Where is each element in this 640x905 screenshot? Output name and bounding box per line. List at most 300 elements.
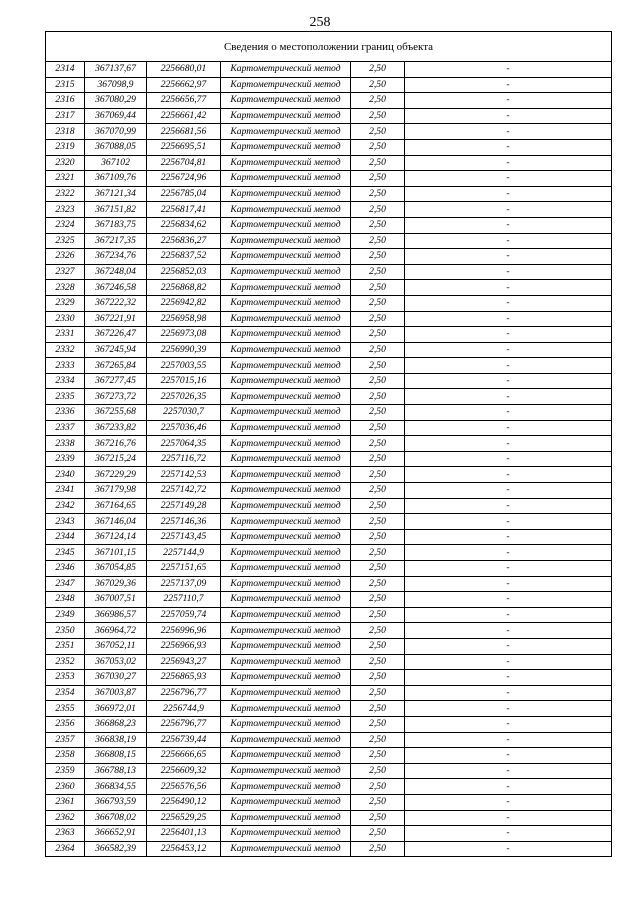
accuracy-cell: 2,50	[351, 358, 405, 374]
point-number-cell: 2330	[46, 311, 85, 327]
y-coordinate-cell: 2256680,01	[147, 62, 221, 78]
y-coordinate-cell: 2256996,96	[147, 623, 221, 639]
point-number-cell: 2355	[46, 701, 85, 717]
table-row	[46, 654, 612, 670]
point-number-cell: 2314	[46, 62, 85, 78]
table-row	[46, 498, 612, 514]
x-coordinate-cell: 366964,72	[85, 623, 147, 639]
point-number-cell: 2364	[46, 841, 85, 857]
description-cell: -	[405, 592, 612, 608]
description-cell: -	[405, 62, 612, 78]
y-coordinate-cell: 2256785,04	[147, 186, 221, 202]
point-number-cell: 2329	[46, 295, 85, 311]
description-cell: -	[405, 514, 612, 530]
method-cell: Картометрический метод	[221, 826, 351, 842]
description-cell: -	[405, 217, 612, 233]
description-cell: -	[405, 155, 612, 171]
method-cell: Картометрический метод	[221, 592, 351, 608]
y-coordinate-cell: 2256744,9	[147, 701, 221, 717]
table-row	[46, 295, 612, 311]
table-row	[46, 342, 612, 358]
x-coordinate-cell: 367101,15	[85, 545, 147, 561]
accuracy-cell: 2,50	[351, 716, 405, 732]
method-cell: Картометрический метод	[221, 514, 351, 530]
accuracy-cell: 2,50	[351, 561, 405, 577]
y-coordinate-cell: 2257142,53	[147, 467, 221, 483]
point-number-cell: 2352	[46, 654, 85, 670]
y-coordinate-cell: 2257142,72	[147, 483, 221, 499]
accuracy-cell: 2,50	[351, 155, 405, 171]
accuracy-cell: 2,50	[351, 514, 405, 530]
method-cell: Картометрический метод	[221, 420, 351, 436]
x-coordinate-cell: 367030,27	[85, 670, 147, 686]
y-coordinate-cell: 2256817,41	[147, 202, 221, 218]
x-coordinate-cell: 367215,24	[85, 451, 147, 467]
point-number-cell: 2326	[46, 249, 85, 265]
accuracy-cell: 2,50	[351, 638, 405, 654]
x-coordinate-cell: 367164,65	[85, 498, 147, 514]
accuracy-cell: 2,50	[351, 451, 405, 467]
description-cell: -	[405, 405, 612, 421]
point-number-cell: 2343	[46, 514, 85, 530]
accuracy-cell: 2,50	[351, 576, 405, 592]
x-coordinate-cell: 367248,04	[85, 264, 147, 280]
y-coordinate-cell: 2256966,93	[147, 638, 221, 654]
description-cell: -	[405, 701, 612, 717]
description-cell: -	[405, 264, 612, 280]
method-cell: Картометрический метод	[221, 451, 351, 467]
point-number-cell: 2341	[46, 483, 85, 499]
y-coordinate-cell: 2257151,65	[147, 561, 221, 577]
accuracy-cell: 2,50	[351, 779, 405, 795]
accuracy-cell: 2,50	[351, 233, 405, 249]
description-cell: -	[405, 779, 612, 795]
x-coordinate-cell: 367053,02	[85, 654, 147, 670]
accuracy-cell: 2,50	[351, 280, 405, 296]
y-coordinate-cell: 2257030,7	[147, 405, 221, 421]
x-coordinate-cell: 367102	[85, 155, 147, 171]
table-row	[46, 217, 612, 233]
description-cell: -	[405, 826, 612, 842]
y-coordinate-cell: 2256852,03	[147, 264, 221, 280]
y-coordinate-cell: 2256990,39	[147, 342, 221, 358]
boundary-table-container	[45, 31, 611, 857]
method-cell: Картометрический метод	[221, 62, 351, 78]
description-cell: -	[405, 763, 612, 779]
point-number-cell: 2346	[46, 561, 85, 577]
x-coordinate-cell: 367183,75	[85, 217, 147, 233]
description-cell: -	[405, 373, 612, 389]
description-cell: -	[405, 280, 612, 296]
accuracy-cell: 2,50	[351, 295, 405, 311]
accuracy-cell: 2,50	[351, 202, 405, 218]
description-cell: -	[405, 249, 612, 265]
y-coordinate-cell: 2256958,98	[147, 311, 221, 327]
point-number-cell: 2315	[46, 77, 85, 93]
point-number-cell: 2351	[46, 638, 85, 654]
method-cell: Картометрический метод	[221, 202, 351, 218]
method-cell: Картометрический метод	[221, 264, 351, 280]
x-coordinate-cell: 367098,9	[85, 77, 147, 93]
y-coordinate-cell: 2256796,77	[147, 685, 221, 701]
y-coordinate-cell: 2256724,96	[147, 171, 221, 187]
method-cell: Картометрический метод	[221, 529, 351, 545]
point-number-cell: 2336	[46, 405, 85, 421]
method-cell: Картометрический метод	[221, 342, 351, 358]
description-cell: -	[405, 654, 612, 670]
x-coordinate-cell: 367179,98	[85, 483, 147, 499]
x-coordinate-cell: 367137,67	[85, 62, 147, 78]
method-cell: Картометрический метод	[221, 779, 351, 795]
x-coordinate-cell: 366972,01	[85, 701, 147, 717]
y-coordinate-cell: 2256836,27	[147, 233, 221, 249]
description-cell: -	[405, 794, 612, 810]
x-coordinate-cell: 367070,99	[85, 124, 147, 140]
description-cell: -	[405, 841, 612, 857]
description-cell: -	[405, 202, 612, 218]
description-cell: -	[405, 420, 612, 436]
x-coordinate-cell: 367277,45	[85, 373, 147, 389]
accuracy-cell: 2,50	[351, 748, 405, 764]
table-row	[46, 451, 612, 467]
table-row	[46, 327, 612, 343]
accuracy-cell: 2,50	[351, 108, 405, 124]
table-row	[46, 592, 612, 608]
x-coordinate-cell: 367124,14	[85, 529, 147, 545]
method-cell: Картометрический метод	[221, 139, 351, 155]
x-coordinate-cell: 367221,91	[85, 311, 147, 327]
description-cell: -	[405, 93, 612, 109]
accuracy-cell: 2,50	[351, 685, 405, 701]
y-coordinate-cell: 2256656,77	[147, 93, 221, 109]
table-row	[46, 171, 612, 187]
description-cell: -	[405, 623, 612, 639]
table-title-row	[46, 32, 612, 62]
y-coordinate-cell: 2256695,51	[147, 139, 221, 155]
description-cell: -	[405, 467, 612, 483]
x-coordinate-cell: 367109,76	[85, 171, 147, 187]
method-cell: Картометрический метод	[221, 327, 351, 343]
method-cell: Картометрический метод	[221, 171, 351, 187]
table-row	[46, 732, 612, 748]
x-coordinate-cell: 367216,76	[85, 436, 147, 452]
accuracy-cell: 2,50	[351, 529, 405, 545]
table-row	[46, 77, 612, 93]
table-body	[46, 62, 612, 857]
point-number-cell: 2357	[46, 732, 85, 748]
accuracy-cell: 2,50	[351, 139, 405, 155]
table-row	[46, 264, 612, 280]
y-coordinate-cell: 2256704,81	[147, 155, 221, 171]
x-coordinate-cell: 367217,35	[85, 233, 147, 249]
x-coordinate-cell: 367146,04	[85, 514, 147, 530]
method-cell: Картометрический метод	[221, 295, 351, 311]
method-cell: Картометрический метод	[221, 654, 351, 670]
x-coordinate-cell: 367054,85	[85, 561, 147, 577]
method-cell: Картометрический метод	[221, 545, 351, 561]
table-row	[46, 794, 612, 810]
method-cell: Картометрический метод	[221, 810, 351, 826]
y-coordinate-cell: 2256681,56	[147, 124, 221, 140]
y-coordinate-cell: 2257110,7	[147, 592, 221, 608]
method-cell: Картометрический метод	[221, 373, 351, 389]
method-cell: Картометрический метод	[221, 716, 351, 732]
x-coordinate-cell: 366793,59	[85, 794, 147, 810]
x-coordinate-cell: 366838,19	[85, 732, 147, 748]
accuracy-cell: 2,50	[351, 654, 405, 670]
y-coordinate-cell: 2256661,42	[147, 108, 221, 124]
method-cell: Картометрический метод	[221, 249, 351, 265]
point-number-cell: 2353	[46, 670, 85, 686]
description-cell: -	[405, 561, 612, 577]
accuracy-cell: 2,50	[351, 93, 405, 109]
accuracy-cell: 2,50	[351, 841, 405, 857]
table-row	[46, 514, 612, 530]
method-cell: Картометрический метод	[221, 467, 351, 483]
y-coordinate-cell: 2257064,35	[147, 436, 221, 452]
table-title: Сведения о местоположении границ объекта	[46, 32, 612, 62]
y-coordinate-cell: 2256796,77	[147, 716, 221, 732]
description-cell: -	[405, 685, 612, 701]
y-coordinate-cell: 2257003,55	[147, 358, 221, 374]
accuracy-cell: 2,50	[351, 592, 405, 608]
table-row	[46, 233, 612, 249]
point-number-cell: 2319	[46, 139, 85, 155]
table-row	[46, 748, 612, 764]
point-number-cell: 2345	[46, 545, 85, 561]
point-number-cell: 2328	[46, 280, 85, 296]
table-row	[46, 467, 612, 483]
accuracy-cell: 2,50	[351, 826, 405, 842]
accuracy-cell: 2,50	[351, 311, 405, 327]
y-coordinate-cell: 2257036,46	[147, 420, 221, 436]
x-coordinate-cell: 367255,68	[85, 405, 147, 421]
y-coordinate-cell: 2256865,93	[147, 670, 221, 686]
y-coordinate-cell: 2256868,82	[147, 280, 221, 296]
y-coordinate-cell: 2256609,32	[147, 763, 221, 779]
x-coordinate-cell: 366708,02	[85, 810, 147, 826]
x-coordinate-cell: 367007,51	[85, 592, 147, 608]
accuracy-cell: 2,50	[351, 327, 405, 343]
table-row	[46, 576, 612, 592]
point-number-cell: 2360	[46, 779, 85, 795]
method-cell: Картометрический метод	[221, 358, 351, 374]
x-coordinate-cell: 366834,55	[85, 779, 147, 795]
accuracy-cell: 2,50	[351, 467, 405, 483]
point-number-cell: 2318	[46, 124, 85, 140]
method-cell: Картометрический метод	[221, 670, 351, 686]
point-number-cell: 2327	[46, 264, 85, 280]
method-cell: Картометрический метод	[221, 732, 351, 748]
point-number-cell: 2337	[46, 420, 85, 436]
x-coordinate-cell: 367069,44	[85, 108, 147, 124]
y-coordinate-cell: 2256943,27	[147, 654, 221, 670]
x-coordinate-cell: 367233,82	[85, 420, 147, 436]
y-coordinate-cell: 2256576,56	[147, 779, 221, 795]
y-coordinate-cell: 2257116,72	[147, 451, 221, 467]
table-row	[46, 529, 612, 545]
accuracy-cell: 2,50	[351, 171, 405, 187]
point-number-cell: 2333	[46, 358, 85, 374]
table-row	[46, 810, 612, 826]
table-row	[46, 139, 612, 155]
table-row	[46, 701, 612, 717]
accuracy-cell: 2,50	[351, 498, 405, 514]
accuracy-cell: 2,50	[351, 607, 405, 623]
description-cell: -	[405, 545, 612, 561]
point-number-cell: 2334	[46, 373, 85, 389]
x-coordinate-cell: 367088,05	[85, 139, 147, 155]
x-coordinate-cell: 367273,72	[85, 389, 147, 405]
method-cell: Картометрический метод	[221, 77, 351, 93]
table-row	[46, 373, 612, 389]
table-row	[46, 186, 612, 202]
description-cell: -	[405, 483, 612, 499]
description-cell: -	[405, 171, 612, 187]
y-coordinate-cell: 2256739,44	[147, 732, 221, 748]
x-coordinate-cell: 367151,82	[85, 202, 147, 218]
method-cell: Картометрический метод	[221, 233, 351, 249]
description-cell: -	[405, 576, 612, 592]
table-row	[46, 545, 612, 561]
y-coordinate-cell: 2257149,28	[147, 498, 221, 514]
method-cell: Картометрический метод	[221, 701, 351, 717]
description-cell: -	[405, 451, 612, 467]
accuracy-cell: 2,50	[351, 405, 405, 421]
table-row	[46, 779, 612, 795]
method-cell: Картометрический метод	[221, 311, 351, 327]
description-cell: -	[405, 498, 612, 514]
point-number-cell: 2347	[46, 576, 85, 592]
description-cell: -	[405, 436, 612, 452]
accuracy-cell: 2,50	[351, 264, 405, 280]
accuracy-cell: 2,50	[351, 124, 405, 140]
y-coordinate-cell: 2257146,36	[147, 514, 221, 530]
y-coordinate-cell: 2256453,12	[147, 841, 221, 857]
point-number-cell: 2362	[46, 810, 85, 826]
table-row	[46, 561, 612, 577]
accuracy-cell: 2,50	[351, 670, 405, 686]
point-number-cell: 2323	[46, 202, 85, 218]
description-cell: -	[405, 638, 612, 654]
y-coordinate-cell: 2257026,35	[147, 389, 221, 405]
point-number-cell: 2321	[46, 171, 85, 187]
point-number-cell: 2356	[46, 716, 85, 732]
method-cell: Картометрический метод	[221, 685, 351, 701]
y-coordinate-cell: 2256666,65	[147, 748, 221, 764]
description-cell: -	[405, 748, 612, 764]
method-cell: Картометрический метод	[221, 186, 351, 202]
y-coordinate-cell: 2256529,25	[147, 810, 221, 826]
point-number-cell: 2340	[46, 467, 85, 483]
table-row	[46, 420, 612, 436]
x-coordinate-cell: 366808,15	[85, 748, 147, 764]
description-cell: -	[405, 810, 612, 826]
x-coordinate-cell: 367222,32	[85, 295, 147, 311]
method-cell: Картометрический метод	[221, 498, 351, 514]
description-cell: -	[405, 233, 612, 249]
method-cell: Картометрический метод	[221, 389, 351, 405]
accuracy-cell: 2,50	[351, 545, 405, 561]
table-row	[46, 763, 612, 779]
table-row	[46, 358, 612, 374]
method-cell: Картометрический метод	[221, 436, 351, 452]
x-coordinate-cell: 367265,84	[85, 358, 147, 374]
x-coordinate-cell: 366868,23	[85, 716, 147, 732]
point-number-cell: 2349	[46, 607, 85, 623]
y-coordinate-cell: 2256837,52	[147, 249, 221, 265]
method-cell: Картометрический метод	[221, 124, 351, 140]
point-number-cell: 2322	[46, 186, 85, 202]
point-number-cell: 2338	[46, 436, 85, 452]
y-coordinate-cell: 2256834,62	[147, 217, 221, 233]
table-row	[46, 62, 612, 78]
accuracy-cell: 2,50	[351, 186, 405, 202]
accuracy-cell: 2,50	[351, 217, 405, 233]
point-number-cell: 2344	[46, 529, 85, 545]
point-number-cell: 2361	[46, 794, 85, 810]
description-cell: -	[405, 295, 612, 311]
point-number-cell: 2363	[46, 826, 85, 842]
description-cell: -	[405, 389, 612, 405]
method-cell: Картометрический метод	[221, 108, 351, 124]
description-cell: -	[405, 732, 612, 748]
y-coordinate-cell: 2257059,74	[147, 607, 221, 623]
method-cell: Картометрический метод	[221, 748, 351, 764]
y-coordinate-cell: 2256401,13	[147, 826, 221, 842]
table-row	[46, 607, 612, 623]
point-number-cell: 2320	[46, 155, 85, 171]
table-row	[46, 124, 612, 140]
accuracy-cell: 2,50	[351, 483, 405, 499]
point-number-cell: 2348	[46, 592, 85, 608]
method-cell: Картометрический метод	[221, 155, 351, 171]
point-number-cell: 2325	[46, 233, 85, 249]
description-cell: -	[405, 77, 612, 93]
table-row	[46, 670, 612, 686]
point-number-cell: 2354	[46, 685, 85, 701]
accuracy-cell: 2,50	[351, 810, 405, 826]
table-row	[46, 716, 612, 732]
x-coordinate-cell: 367052,11	[85, 638, 147, 654]
method-cell: Картометрический метод	[221, 638, 351, 654]
y-coordinate-cell: 2257015,16	[147, 373, 221, 389]
table-row	[46, 826, 612, 842]
y-coordinate-cell: 2256490,12	[147, 794, 221, 810]
boundary-table	[45, 31, 612, 857]
method-cell: Картометрический метод	[221, 93, 351, 109]
table-row	[46, 436, 612, 452]
table-row	[46, 155, 612, 171]
x-coordinate-cell: 366986,57	[85, 607, 147, 623]
table-row	[46, 623, 612, 639]
y-coordinate-cell: 2256942,82	[147, 295, 221, 311]
point-number-cell: 2331	[46, 327, 85, 343]
description-cell: -	[405, 607, 612, 623]
x-coordinate-cell: 367029,36	[85, 576, 147, 592]
method-cell: Картометрический метод	[221, 623, 351, 639]
description-cell: -	[405, 358, 612, 374]
table-row	[46, 202, 612, 218]
table-row	[46, 108, 612, 124]
x-coordinate-cell: 367246,58	[85, 280, 147, 296]
method-cell: Картометрический метод	[221, 217, 351, 233]
accuracy-cell: 2,50	[351, 62, 405, 78]
y-coordinate-cell: 2257137,09	[147, 576, 221, 592]
method-cell: Картометрический метод	[221, 607, 351, 623]
point-number-cell: 2317	[46, 108, 85, 124]
table-row	[46, 685, 612, 701]
